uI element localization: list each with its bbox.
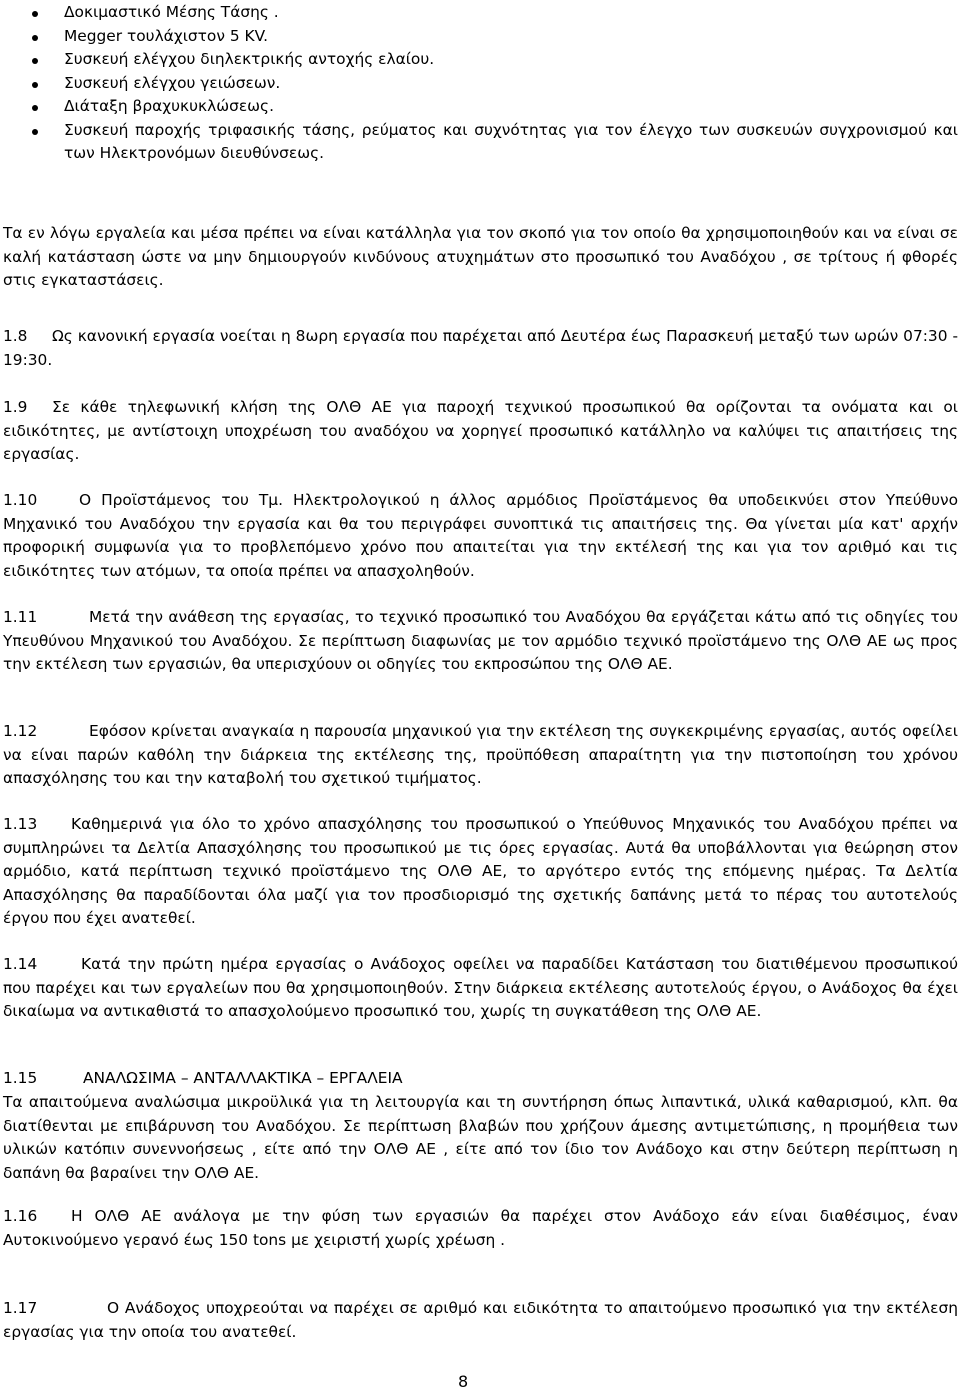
list-item bbox=[30, 95, 958, 119]
bullet-dot bbox=[32, 82, 38, 88]
section-1-16 bbox=[3, 1205, 958, 1252]
section-number: 1.11 bbox=[3, 608, 38, 626]
section-1-12 bbox=[3, 720, 958, 791]
bullet-dot bbox=[32, 58, 38, 64]
list-item bbox=[30, 1, 958, 25]
section-number: 1.14 bbox=[3, 955, 38, 973]
section-1-11 bbox=[3, 606, 958, 677]
section-text: Καθημερινά για όλο το χρόνο απασχόλησης του προσωπικού ο Υπεύθυνος Μηχανικός του Αναδόχου πρέπει να συμπληρώνει τα Δελτία Απασχόλησης του προσωπικού με τις όρες εργασίας. Αυτά θα υποβάλλονται για θεώρηση στον αρμόδιο, κατά περίπτωση τεχνικό προϊστάμενο της ΟΛΘ ΑΕ, το αργότερο εντός της επόμενης ημέρας. Τα Δελτία Απασχόλησης θα παραδίδονται όλα μαζί για τον προσδιορισμό της σχετικής δαπάνης μετά το πέρας του αυτοτελούς έργου που έχει ανατεθεί. bbox=[3, 815, 958, 927]
bullet-text: Δοκιμαστικό Μέσης Τάσης . bbox=[64, 3, 279, 21]
bullet-text: Συσκευή παροχής τριφασικής τάσης, ρεύματος και συχνότητας για τον έλεγχο των συσκευών συγχρονισμού και των Ηλεκτρονόμων διευθύνσεως. bbox=[64, 120, 958, 162]
section-number: 1.8 bbox=[3, 327, 28, 345]
section-number: 1.15 bbox=[3, 1069, 38, 1087]
section-1-14 bbox=[3, 953, 958, 1024]
section-number: 1.13 bbox=[3, 815, 38, 833]
list-item bbox=[30, 119, 958, 166]
section-text: Εφόσον κρίνεται αναγκαία η παρουσία μηχανικού για την εκτέλεση της συγκεκριμένης εργασίας, αυτός οφείλει να είναι παρών καθόλη την διάρκεια της εκτέλεσης της, προϋπόθεση απαραίτητη για την πιστοποίηση του χρόνου απασχόλησης του και την καταβολή του σχετικού τιμήματος. bbox=[3, 722, 958, 787]
section-title: ΑΝΑΛΩΣΙΜΑ – ΑΝΤΑΛΛΑΚΤΙΚΑ – ΕΡΓΑΛΕΙΑ bbox=[83, 1069, 403, 1087]
section-1-13 bbox=[3, 813, 958, 931]
section-text: Η ΟΛΘ ΑΕ ανάλογα με την φύση των εργασιών θα παρέχει στον Ανάδοχο εάν είναι διαθέσιμος, έναν Αυτοκινούμενο γερανό έως 150 tons με χειριστή χωρίς χρέωση . bbox=[3, 1207, 958, 1249]
list-item bbox=[30, 72, 958, 96]
bullet-text: Συσκευή ελέγχου διηλεκτρικής αντοχής ελαίου. bbox=[64, 50, 435, 68]
bullet-dot bbox=[32, 35, 38, 41]
equipment-bullet-list bbox=[30, 1, 958, 166]
section-text: Ο Προϊστάμενος του Τμ. Ηλεκτρολογικού η άλλος αρμόδιος Προϊστάμενος θα υποδεικνύει στον Υπεύθυνο Μηχανικό του Αναδόχου την εργασία και θα του περιγράφει συνοπτικά τις απαιτήσεις της. Θα γίνεται μία κατ' αρχήν προφορική συμφωνία για το προβλεπόμενο χρόνο που απαιτείται για την εκτέλεσή της και για τον αριθμό και τις ειδικότητες των ατόμων, τα οποία πρέπει να απασχοληθούν. bbox=[3, 491, 958, 580]
section-text: Ο Ανάδοχος υποχρεούται να παρέχει σε αριθμό και ειδικότητα το απαιτούμενο προσωπικό για την εκτέλεση εργασίας για την οποία του ανατεθεί. bbox=[3, 1299, 958, 1341]
section-number: 1.9 bbox=[3, 398, 28, 416]
section-number: 1.10 bbox=[3, 491, 38, 509]
list-item bbox=[30, 48, 958, 72]
section-1-15-body: Τα απαιτούμενα αναλώσιμα μικροϋλικά για τη λειτουργία και τη συντήρηση όπως λιπαντικά, υλικά καθαρισμού, κλπ. θα διατίθενται με επιβάρυνση του Αναδόχου. Σε περίπτωση βλαβών που χρήζουν άμεσης αντιμετώπισης, η προμήθεια των υλικών κατόπιν συνεννοήσεως , είτε από την ΟΛΘ ΑΕ , είτε από τον ίδιο τον Ανάδοχο και στην δεύτερη περίπτωση η δαπάνη θα βαραίνει την ΟΛΘ ΑΕ. bbox=[3, 1093, 958, 1182]
section-number: 1.17 bbox=[3, 1299, 38, 1317]
section-text: Μετά την ανάθεση της εργασίας, το τεχνικό προσωπικό του Αναδόχου θα εργάζεται κάτω από τις οδηγίες του Υπευθύνου Μηχανικού του Αναδόχου. Σε περίπτωση διαφωνίας με τον αρμόδιο τεχνικό προϊστάμενο της ΟΛΘ ΑΕ ως προς την εκτέλεση των εργασιών, θα υπερισχύουν οι οδηγίες του εκπροσώπου της ΟΛΘ ΑΕ. bbox=[3, 608, 958, 673]
bullet-dot bbox=[32, 105, 38, 111]
section-text: Ως κανονική εργασία νοείται η 8ωρη εργασία που παρέχεται από Δευτέρα έως Παρασκευή μεταξύ των ωρών 07:30 - 19:30. bbox=[3, 327, 958, 369]
bullet-dot bbox=[32, 11, 38, 17]
section-text: Σε κάθε τηλεφωνική κλήση της ΟΛΘ ΑΕ για παροχή τεχνικού προσωπικού θα ορίζονται τα ονόματα και οι ειδικότητες, με αντίστοιχη υποχρέωση του αναδόχου να χορηγεί προσωπικό κατάλληλο να καλύψει τις απαιτήσεις της εργασίας. bbox=[3, 398, 958, 463]
bullet-text: Megger τουλάχιστον 5 KV. bbox=[64, 26, 269, 45]
section-1-17 bbox=[3, 1297, 958, 1344]
bullet-dot bbox=[32, 129, 38, 135]
bullet-text: Διάταξη βραχυκυκλώσεως. bbox=[64, 97, 274, 115]
section-1-8 bbox=[3, 325, 958, 372]
intro-paragraph: Τα εν λόγω εργαλεία και μέσα πρέπει να είναι κατάλληλα για τον σκοπό για τον οποίο θα χρησιμοποιηθούν και να είναι σε καλή κατάσταση ώστε να μην δημιουργούν κινδύνους ατυχημάτων στο προσωπικό του Αναδόχου , σε τρίτους ή φθορές στις εγκαταστάσεις. bbox=[3, 224, 958, 289]
list-item bbox=[30, 25, 958, 49]
section-number: 1.12 bbox=[3, 722, 38, 740]
section-1-9 bbox=[3, 396, 958, 467]
section-text: Κατά την πρώτη ημέρα εργασίας ο Ανάδοχος οφείλει να παραδίδει Κατάσταση του διατιθέμενου προσωπικού που παρέχει και των εργαλείων που θα χρησιμοποιηθούν. Στην διάρκεια εκτέλεσης αυτοτελούς έργου, ο Ανάδοχος θα έχει δικαίωμα να αντικαθιστά το απασχολούμενο προσωπικό του, χωρίς τη συγκατάθεση της ΟΛΘ ΑΕ. bbox=[3, 955, 958, 1020]
page-number: 8 bbox=[458, 1372, 469, 1391]
bullet-text: Συσκευή ελέγχου γειώσεων. bbox=[64, 73, 281, 92]
section-1-15-heading bbox=[3, 1067, 958, 1091]
section-number: 1.16 bbox=[3, 1207, 38, 1225]
section-1-10 bbox=[3, 489, 958, 583]
